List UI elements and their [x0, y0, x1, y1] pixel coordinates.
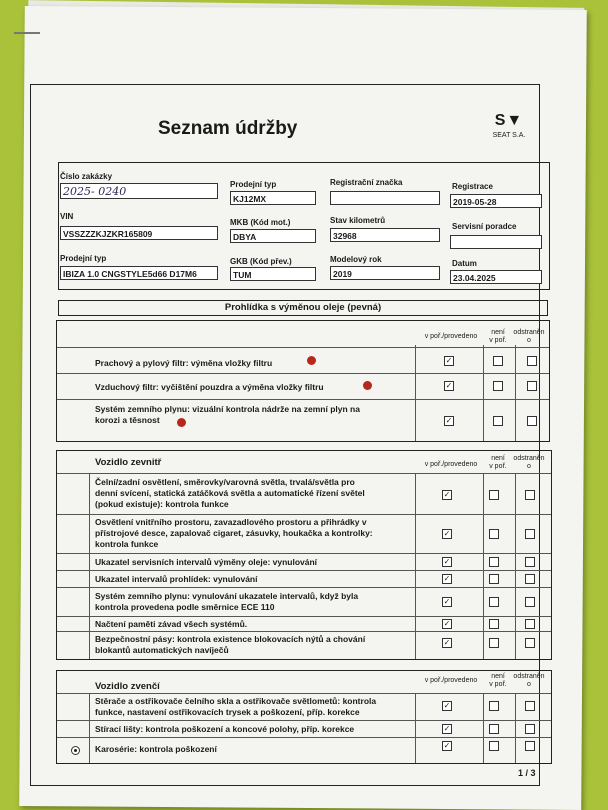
order-number-field[interactable]: 2025- 0240	[60, 183, 218, 199]
not-checkbox[interactable]	[489, 557, 499, 567]
not-checkbox[interactable]	[493, 381, 503, 391]
gkb-field[interactable]: TUM	[230, 267, 316, 281]
not-checkbox[interactable]	[489, 490, 499, 500]
col-removed: odstraněn o	[513, 455, 545, 470]
seat-logo	[484, 112, 534, 139]
row-text: Osvětlení vnitřního prostoru, zavazadlového prostoru a přihrádky v přístrojové desce, zapalovač cigaret, zásuvky, houkačka a kontrolky: kontrola funkce	[95, 517, 373, 549]
advisor-field[interactable]	[450, 235, 542, 249]
marker-dot	[177, 418, 186, 427]
done-checkbox[interactable]: ✓	[445, 416, 453, 425]
not-checkbox[interactable]	[489, 619, 499, 629]
staple	[14, 32, 40, 34]
not-checkbox[interactable]	[493, 356, 503, 366]
registration-field[interactable]: 2019-05-28	[450, 194, 542, 208]
date-label: Datum	[452, 259, 477, 268]
sales-type-2-field[interactable]: IBIZA 1.0 CNGSTYLE5d66 D17M6	[60, 266, 218, 280]
not-checkbox[interactable]	[489, 638, 499, 648]
row-text: Načtení paměti závad všech systémů.	[95, 619, 248, 629]
row-text: Ukazatel servisních intervalů výměny oleje: vynulování	[95, 557, 318, 567]
not-checkbox[interactable]	[493, 416, 503, 426]
mileage-label: Stav kilometrů	[330, 216, 386, 225]
done-checkbox[interactable]: ✓	[443, 724, 451, 733]
not-checkbox[interactable]	[489, 574, 499, 584]
advisor-label: Servisní poradce	[452, 222, 517, 231]
col-done: v poř./provedeno	[424, 333, 478, 340]
removed-checkbox[interactable]	[525, 619, 535, 629]
row-text: Systém zemního plynu: vynulování ukazatele intervalů, když byla kontrola provedena podle směrnice ECE 110	[95, 591, 359, 612]
removed-checkbox[interactable]	[527, 381, 537, 391]
table-row	[57, 347, 549, 372]
removed-checkbox[interactable]	[525, 490, 535, 500]
removed-checkbox[interactable]	[525, 557, 535, 567]
section-title: Vozidlo zevnitř	[95, 457, 162, 468]
interior-section	[56, 450, 552, 660]
marker-dot	[307, 356, 316, 365]
col-not: není v poř.	[489, 455, 507, 470]
row-text: Stěrače a ostřikovače čelního skla a ostřikovače světlometů: kontrola funkce, nastavení ostřikovacích trysek a poškození, příp. korekce	[95, 696, 377, 717]
table-row	[57, 570, 551, 587]
not-checkbox[interactable]	[489, 597, 499, 607]
col-not: není v poř.	[489, 673, 507, 688]
removed-checkbox[interactable]	[525, 724, 535, 734]
table-row	[57, 616, 551, 631]
row-text: Bezpečnostní pásy: kontrola existence blokovacích nýtů a chování blokantů automatických navíječů	[95, 634, 366, 655]
order-number-label: Číslo zakázky	[60, 172, 113, 181]
removed-checkbox[interactable]	[527, 356, 537, 366]
selected-radio[interactable]	[71, 746, 80, 755]
gkb-label: GKB (Kód přev.)	[230, 257, 292, 266]
not-checkbox[interactable]	[489, 741, 499, 751]
done-checkbox[interactable]: ✓	[443, 638, 451, 647]
mkb-field[interactable]: DBYA	[230, 229, 316, 243]
done-checkbox[interactable]: ✓	[443, 529, 451, 538]
table-row	[57, 720, 551, 737]
reg-mark-label: Registrační značka	[330, 178, 403, 187]
table-row	[57, 373, 549, 398]
date-field[interactable]: 23.04.2025	[450, 270, 542, 284]
table-row	[57, 473, 551, 514]
vin-label: VIN	[60, 212, 74, 221]
inspection-title: Prohlídka s výměnou oleje (pevná)	[58, 300, 548, 316]
row-text: Systém zemního plynu: vizuální kontrola nádrže na zemní plyn na korozi a těsnost	[95, 404, 360, 425]
not-checkbox[interactable]	[489, 724, 499, 734]
row-text: Vzduchový filtr: vyčištění pouzdra a výměna vložky filtru	[95, 382, 324, 392]
registration-label: Registrace	[452, 182, 493, 191]
table-row	[57, 587, 551, 616]
page-number: 1 / 3	[518, 768, 536, 778]
brand-caption: SEAT S.A.	[492, 132, 526, 139]
sales-type-2-label: Prodejní typ	[60, 254, 107, 263]
table-row	[57, 514, 551, 553]
done-checkbox[interactable]: ✓	[445, 381, 453, 390]
row-text: Stírací lišty: kontrola poškození a koncové polohy, příp. korekce	[95, 724, 355, 734]
removed-checkbox[interactable]	[525, 638, 535, 648]
done-checkbox[interactable]: ✓	[443, 574, 451, 583]
mkb-label: MKB (Kód mot.)	[230, 218, 291, 227]
vin-field[interactable]: VSSZZZKJZKR165809	[60, 226, 218, 240]
removed-checkbox[interactable]	[525, 597, 535, 607]
col-not: není v poř.	[489, 329, 507, 344]
seat-logo-icon: S▼	[494, 112, 524, 129]
sales-type-field[interactable]: KJ12MX	[230, 191, 316, 205]
row-text: Ukazatel intervalů prohlídek: vynulování	[95, 574, 258, 584]
table-row	[57, 553, 551, 570]
done-checkbox[interactable]: ✓	[443, 741, 451, 750]
removed-checkbox[interactable]	[525, 529, 535, 539]
mileage-field[interactable]: 32968	[330, 228, 440, 242]
done-checkbox[interactable]: ✓	[443, 557, 451, 566]
removed-checkbox[interactable]	[525, 574, 535, 584]
not-checkbox[interactable]	[489, 701, 499, 711]
exterior-section	[56, 670, 552, 764]
oil-change-section	[56, 320, 550, 442]
done-checkbox[interactable]: ✓	[443, 490, 451, 499]
done-checkbox[interactable]: ✓	[443, 597, 451, 606]
done-checkbox[interactable]: ✓	[443, 619, 451, 628]
reg-mark-field[interactable]	[330, 191, 440, 205]
section-title: Vozidlo zvenčí	[95, 681, 160, 692]
done-checkbox[interactable]: ✓	[445, 356, 453, 365]
model-year-label: Modelový rok	[330, 255, 382, 264]
done-checkbox[interactable]: ✓	[443, 701, 451, 710]
row-text: Čelní/zadní osvětlení, směrovky/varovná světla, trvalá/světla pro denní svícení, statická zatáčková světla a automatické řízení světel (pokud existuje): kontrola funkce	[95, 477, 365, 509]
col-done: v poř./provedeno	[424, 677, 478, 684]
col-done: v poř./provedeno	[424, 461, 478, 468]
model-year-field[interactable]: 2019	[330, 266, 440, 280]
col-removed: odstraněn o	[513, 329, 545, 344]
removed-checkbox[interactable]	[525, 741, 535, 751]
not-checkbox[interactable]	[489, 529, 499, 539]
table-row	[57, 399, 549, 440]
table-row	[57, 631, 551, 659]
marker-dot	[363, 381, 372, 390]
removed-checkbox[interactable]	[527, 416, 537, 426]
removed-checkbox[interactable]	[525, 701, 535, 711]
row-text: Karosérie: kontrola poškození	[95, 744, 217, 754]
table-row	[57, 693, 551, 720]
table-row	[57, 737, 551, 762]
page-title: Seznam údržby	[158, 118, 298, 139]
row-text: Prachový a pylový filtr: výměna vložky filtru	[95, 358, 273, 368]
sales-type-label: Prodejní typ	[230, 180, 277, 189]
col-removed: odstraněn o	[513, 673, 545, 688]
